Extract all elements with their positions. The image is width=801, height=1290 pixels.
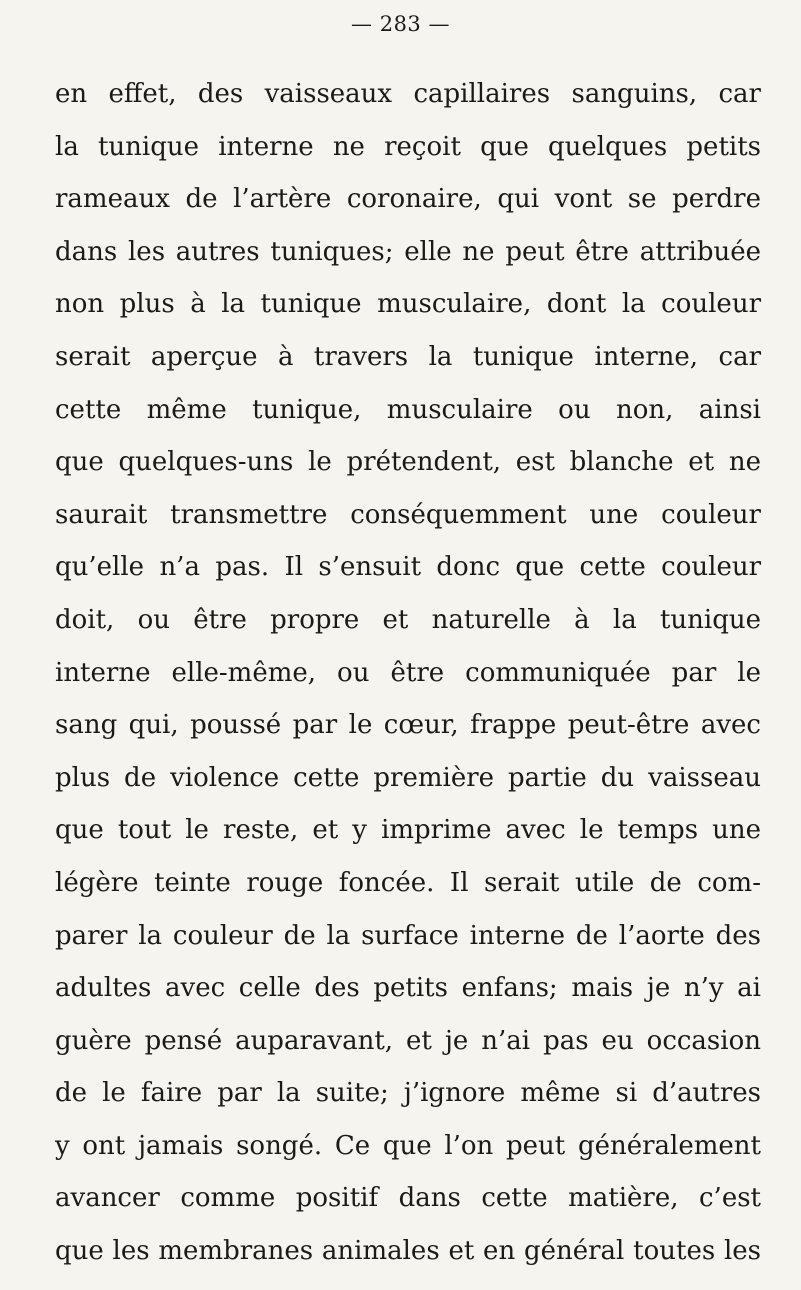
- text-line: y ont jamais songé. Ce que l’on peut généralement: [55, 1130, 761, 1161]
- text-line: doit, ou être propre et naturelle à la tunique: [55, 604, 761, 635]
- text-line: que quelques-uns le prétendent, est blanche et ne: [55, 447, 761, 478]
- text-line: guère pensé auparavant, et je n’ai pas eu occasion: [55, 1025, 761, 1056]
- text-line: sang qui, poussé par le cœur, frappe peut-être avec: [55, 710, 761, 741]
- text-line: la tunique interne ne reçoit que quelques petits: [55, 131, 761, 162]
- text-line: plus de violence cette première partie du vaisseau: [55, 762, 761, 793]
- text-line: cette même tunique, musculaire ou non, ainsi: [55, 394, 761, 425]
- text-line: interne elle-même, ou être communiquée par le: [55, 657, 761, 688]
- page-number: — 283 —: [351, 12, 450, 36]
- text-line: adultes avec celle des petits enfans; mais je n’y ai: [55, 973, 761, 1004]
- text-line: qu’elle n’a pas. Il s’ensuit donc que cette couleur: [55, 552, 761, 583]
- text-line: légère teinte rouge foncée. Il serait utile de com-: [55, 867, 761, 898]
- body-text: [55, 68, 761, 1278]
- text-line: parer la couleur de la surface interne de l’aorte des: [55, 920, 761, 951]
- text-line: serait aperçue à travers la tunique interne, car: [55, 341, 761, 372]
- text-line: non plus à la tunique musculaire, dont la couleur: [55, 289, 761, 320]
- text-line: avancer comme positif dans cette matière, c’est: [55, 1183, 761, 1214]
- text-line: de le faire par la suite; j’ignore même si d’autres: [55, 1078, 761, 1109]
- text-line: que les membranes animales et en général toutes les: [55, 1236, 761, 1267]
- text-line: que tout le reste, et y imprime avec le temps une: [55, 815, 761, 846]
- text-line: rameaux de l’artère coronaire, qui vont se perdre: [55, 184, 761, 215]
- text-line: en effet, des vaisseaux capillaires sanguins, car: [55, 79, 761, 109]
- text-line: saurait transmettre conséquemment une couleur: [55, 499, 761, 530]
- text-line: dans les autres tuniques; elle ne peut être attribuée: [55, 236, 761, 267]
